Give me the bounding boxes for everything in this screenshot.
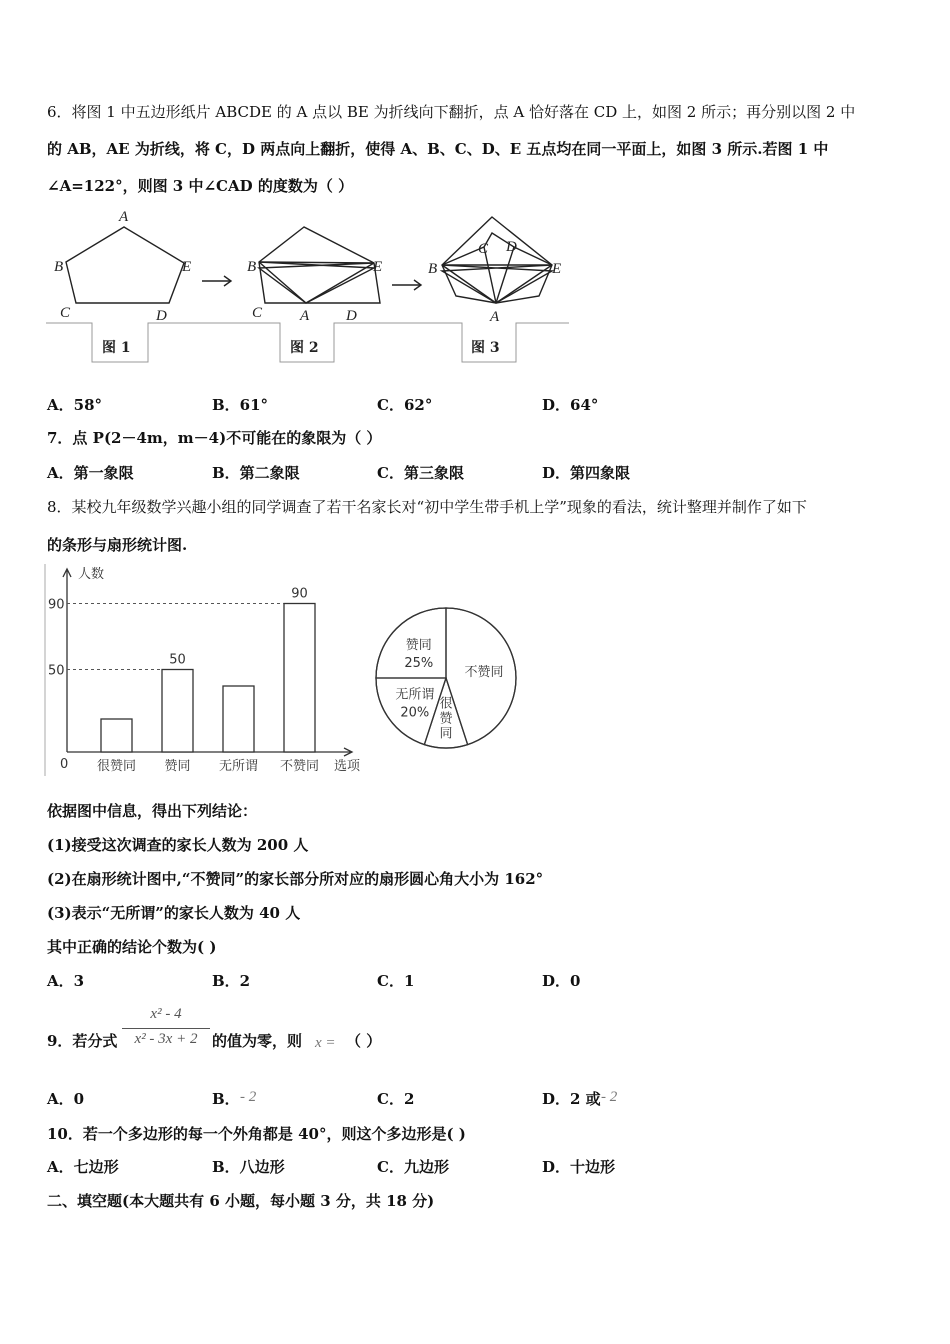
q9-var: x = bbox=[315, 1035, 336, 1051]
pie-slice-label: 很 bbox=[439, 696, 453, 712]
q7-line1: 7．点 P(2－4m，m－4)不可能在的象限为（ ） bbox=[47, 429, 382, 447]
fig3-label-e: E bbox=[552, 261, 562, 277]
y-tick-label: 90 bbox=[48, 597, 65, 613]
x-tick-label: 赞同 bbox=[164, 759, 191, 774]
q9-prefix: 9．若分式 bbox=[47, 1032, 118, 1050]
fig2-label-c: C bbox=[252, 305, 263, 321]
q9-denominator: x² - 3x + 2 bbox=[134, 1031, 198, 1047]
q6-pentagon-figures bbox=[44, 205, 574, 365]
fig1-label-a: A bbox=[119, 209, 129, 225]
q6-option-a: A．58° bbox=[47, 396, 103, 414]
q7-option-a: A．第一象限 bbox=[47, 464, 134, 482]
pie-slice-percent: 20% bbox=[400, 705, 430, 721]
fig3-label-a: A bbox=[490, 309, 500, 325]
y-tick-label: 0 bbox=[60, 757, 69, 772]
fig3-label-c: C bbox=[478, 241, 489, 257]
q9-fraction bbox=[122, 1006, 210, 1051]
bar bbox=[223, 686, 254, 752]
q8-line1: 8．某校九年级数学兴趣小组的同学调查了若干名家长对“初中学生带手机上学”现象的看法，统计整理并制作了如下 bbox=[47, 498, 807, 516]
q6-option-d: D．64° bbox=[542, 396, 599, 414]
fig3-caption: 图 3 bbox=[471, 340, 500, 356]
bar bbox=[162, 670, 193, 753]
x-tick-label: 无所谓 bbox=[218, 759, 259, 774]
fig3-label-d: D bbox=[506, 239, 517, 255]
bar-value-label: 90 bbox=[291, 586, 308, 602]
pie-slice-label: 无所谓 bbox=[395, 687, 435, 703]
q9-suffix: 的值为零，则 bbox=[212, 1032, 303, 1050]
q10-option-c: C．九边形 bbox=[377, 1158, 449, 1176]
q10-line1: 10．若一个多边形的每一个外角都是 40°，则这个多边形是( ) bbox=[47, 1125, 466, 1143]
q7-option-d: D．第四象限 bbox=[542, 464, 631, 482]
q9-option-b: B． bbox=[212, 1090, 240, 1108]
q9-option-d: D．2 或 bbox=[542, 1090, 601, 1108]
fig2-label-a: A bbox=[300, 308, 310, 324]
fig2-label-e: E bbox=[373, 259, 383, 275]
x-tick-label: 不赞同 bbox=[279, 759, 320, 774]
section2-heading: 二、填空题(本大题共有 6 小题，每小题 3 分，共 18 分) bbox=[47, 1192, 435, 1210]
q8-option-a: A．3 bbox=[47, 972, 85, 990]
q6-line2: 的 AB，AE 为折线，将 C，D 两点向上翻折，使得 A、B、C、D、E 五点均在同一平面上，如图 3 所示.若图 1 中 bbox=[47, 140, 829, 158]
fig1-pentagon bbox=[66, 227, 184, 303]
q9-paren: （ ） bbox=[346, 1032, 382, 1050]
bar bbox=[284, 604, 315, 753]
fig1-label-b: B bbox=[54, 259, 64, 275]
q7-option-c: C．第三象限 bbox=[377, 464, 464, 482]
q9-option-b-math: - 2 bbox=[240, 1089, 257, 1105]
q6-line3: ∠A=122°，则图 3 中∠CAD 的度数为（ ） bbox=[47, 177, 354, 195]
q8-conclusion-2: (2)在扇形统计图中,“不赞同”的家长部分所对应的扇形圆心角大小为 162° bbox=[47, 870, 544, 888]
q10-option-b: B．八边形 bbox=[212, 1158, 285, 1176]
q8-option-b: B．2 bbox=[212, 972, 251, 990]
bar-value-label: 50 bbox=[169, 652, 186, 668]
pie-slice-label: 同 bbox=[439, 726, 453, 742]
q8-conclusion-1: (1)接受这次调查的家长人数为 200 人 bbox=[47, 836, 309, 854]
fig1-label-e: E bbox=[182, 259, 192, 275]
q9-option-d-math: - 2 bbox=[601, 1089, 618, 1105]
fig3-shape bbox=[442, 217, 552, 303]
q6-option-c: C．62° bbox=[377, 396, 433, 414]
q6-option-b: B．61° bbox=[212, 396, 269, 414]
bar-chart bbox=[44, 562, 374, 780]
y-tick-label: 50 bbox=[48, 663, 65, 679]
pie-slice-label: 赞 bbox=[439, 711, 453, 727]
bar bbox=[101, 719, 132, 752]
q7-option-b: B．第二象限 bbox=[212, 464, 300, 482]
y-axis-label: 人数 bbox=[78, 567, 105, 582]
fig1-label-d: D bbox=[156, 308, 167, 324]
q8-option-c: C．1 bbox=[377, 972, 415, 990]
fig2-label-b: B bbox=[247, 259, 257, 275]
q9-option-c: C．2 bbox=[377, 1090, 415, 1108]
fig2-label-d: D bbox=[346, 308, 357, 324]
q8-option-d: D．0 bbox=[542, 972, 581, 990]
q10-option-d: D．十边形 bbox=[542, 1158, 616, 1176]
q6-line1: 6．将图 1 中五边形纸片 ABCDE 的 A 点以 BE 为折线向下翻折，点 A 恰好落在 CD 上，如图 2 所示；再分别以图 2 中 bbox=[47, 103, 856, 121]
q8-conclusion-3: (3)表示“无所谓”的家长人数为 40 人 bbox=[47, 904, 301, 922]
x-axis-label: 选项 bbox=[334, 759, 361, 774]
q8-line2: 的条形与扇形统计图. bbox=[47, 536, 188, 554]
q8-ask: 其中正确的结论个数为( ) bbox=[47, 938, 217, 956]
pie-slice-label: 赞同 bbox=[405, 637, 432, 653]
pie-slice-percent: 25% bbox=[404, 655, 434, 671]
fig2-caption: 图 2 bbox=[290, 340, 319, 356]
fig1-caption: 图 1 bbox=[102, 340, 131, 356]
pie-slice-label: 不赞同 bbox=[464, 664, 504, 680]
q9-option-a: A．0 bbox=[47, 1090, 85, 1108]
q9-numerator: x² - 4 bbox=[150, 1006, 182, 1022]
q10-option-a: A．七边形 bbox=[47, 1158, 119, 1176]
fig3-label-b: B bbox=[428, 261, 438, 277]
q8-intro: 依据图中信息，得出下列结论： bbox=[47, 802, 258, 820]
fig1-label-c: C bbox=[60, 305, 71, 321]
pie-chart bbox=[372, 604, 522, 754]
x-tick-label: 很赞同 bbox=[96, 759, 137, 774]
